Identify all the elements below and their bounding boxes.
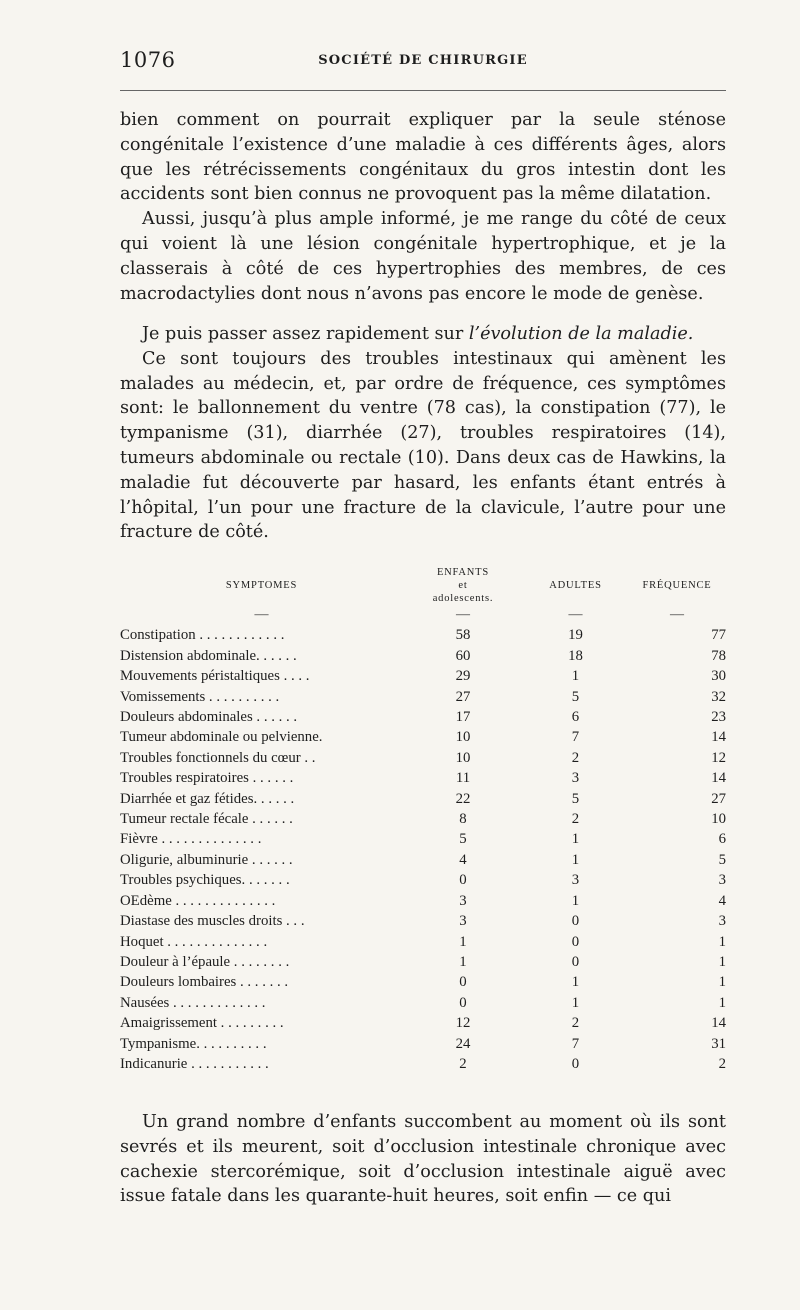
table-row <box>120 727 726 747</box>
symptom-label: Douleurs abdominales <box>120 709 253 726</box>
leader-dots: . . . . . . . . . . . . . <box>169 994 266 1011</box>
leader-dots: . . . . . . . . . . <box>205 688 280 705</box>
frequence-value: 3 <box>718 913 726 930</box>
enfants-value: 29 <box>455 668 471 685</box>
symptom-name <box>120 1034 403 1054</box>
header-adultes: ADULTES <box>549 580 602 591</box>
dash-adultes: — <box>568 607 583 622</box>
leader-dots: . . . . . . . . . . . . <box>195 627 285 644</box>
symptom-label: Diarrhée et gaz fétides <box>120 790 254 807</box>
symptom-name <box>120 789 403 809</box>
frequence-value: 3 <box>718 872 726 889</box>
symptom-label: Vomissements <box>120 688 206 705</box>
adultes-value: 2 <box>571 811 580 828</box>
table-row <box>120 1013 726 1033</box>
adultes-value: 1 <box>571 668 580 685</box>
table-row <box>120 768 726 788</box>
symptom-label: Indicanurie <box>120 1055 188 1072</box>
dash-frequence: — <box>670 607 684 622</box>
symptom-name <box>120 829 403 849</box>
adultes-value: 1 <box>571 994 580 1011</box>
symptom-label: Tumeur rectale fécale <box>120 811 249 828</box>
paragraph-5: Un grand nombre d’enfants succombent au moment où ils sont sevrés et ils meurent, soit d’occlusion intestinale chronique avec cachexie stercorémique, soit d’occlusion intestinale aiguë avec issue fatale dans les quarante-huit heures, soit enfin — ce qui <box>120 1112 726 1207</box>
leader-dots: . . . . . . . . . . . <box>187 1055 269 1072</box>
symptom-name <box>120 707 403 727</box>
symptom-label: OEdème <box>120 892 172 909</box>
enfants-value: 0 <box>459 872 467 889</box>
page-number: 1076 <box>120 48 176 72</box>
leader-dots: . . . . . . . <box>236 974 289 991</box>
table-row <box>120 829 726 849</box>
table-body <box>120 625 726 1074</box>
frequence-value: 30 <box>711 668 726 685</box>
closing-paragraph-block <box>120 1110 726 1209</box>
table-row <box>120 993 726 1013</box>
symptom-label: Oligurie, albuminurie <box>120 851 249 868</box>
leader-dots: . . . . . . <box>248 851 293 868</box>
adultes-value: 5 <box>571 688 580 705</box>
symptom-label: Nausées <box>120 994 170 1011</box>
paragraph-1: bien comment on pourrait expliquer par la seule sténose congénitale l’existence d’une maladie à ces différents âges, alors que les rétrécissements congénitaux du gros intestin dont les accidents sont bien connus ne provoquent pas la même dilatation. <box>120 110 726 205</box>
symptom-name <box>120 850 403 870</box>
frequence-value: 78 <box>711 647 726 664</box>
opening-paragraphs <box>120 108 726 306</box>
frequence-value: 12 <box>711 749 726 766</box>
adultes-value: 1 <box>571 974 580 991</box>
table-row <box>120 809 726 829</box>
symptom-name <box>120 809 403 829</box>
enfants-value: 60 <box>455 647 471 664</box>
enfants-value: 8 <box>459 811 467 828</box>
table-header-row <box>120 566 726 605</box>
table-row <box>120 625 726 645</box>
adultes-value: 6 <box>571 709 580 726</box>
frequence-value: 32 <box>711 688 726 705</box>
leader-dots: . . . . . . <box>252 709 298 726</box>
header-symptomes: SYMPTOMES <box>225 580 298 591</box>
symptom-name <box>120 993 403 1013</box>
table-row <box>120 891 726 911</box>
adultes-value: 2 <box>571 1015 580 1032</box>
symptom-name <box>120 666 403 686</box>
symptom-label: Mouvements péristaltiques <box>120 668 280 685</box>
symptom-label: Troubles psychiques <box>120 872 242 889</box>
adultes-value: 7 <box>571 1035 580 1052</box>
enfants-value: 58 <box>455 627 471 644</box>
symptom-name <box>120 1054 403 1074</box>
frequence-value: 77 <box>711 627 726 644</box>
symptom-name <box>120 870 403 890</box>
header-enfants <box>403 566 523 605</box>
page-header <box>120 48 726 76</box>
leader-dots: . . <box>300 749 316 766</box>
enfants-value: 0 <box>459 974 467 991</box>
frequence-value: 6 <box>718 831 726 848</box>
enfants-value: 12 <box>455 1015 471 1032</box>
enfants-value: 27 <box>455 688 471 705</box>
symptom-name <box>120 687 403 707</box>
enfants-value: 22 <box>455 790 471 807</box>
table-row <box>120 1054 726 1074</box>
symptom-label: Tympanisme <box>120 1035 197 1052</box>
symptoms-table <box>120 566 726 1074</box>
leader-dots: . . . . . . <box>256 647 297 664</box>
leader-dots: . . . . . . . . . . . . . . <box>171 892 276 909</box>
table-row <box>120 870 726 890</box>
frequence-value: 23 <box>711 709 726 726</box>
paragraph-3-text: Je puis passer assez rapidement sur <box>142 324 469 344</box>
header-frequence: FRÉQUENCE <box>642 580 712 591</box>
adultes-value: 0 <box>571 933 580 950</box>
table-row <box>120 952 726 972</box>
dash-symptomes: — <box>254 607 269 622</box>
evolution-paragraphs <box>120 322 726 545</box>
leader-dots: . . . . . . . . <box>230 953 290 970</box>
frequence-value: 14 <box>711 1015 726 1032</box>
frequence-value: 10 <box>711 811 726 828</box>
symptom-label: Hoquet <box>120 933 164 950</box>
adultes-value: 0 <box>571 953 580 970</box>
symptom-name <box>120 1013 403 1033</box>
symptom-label: Distension abdominale <box>120 647 257 664</box>
adultes-value: 2 <box>571 749 580 766</box>
symptom-label: Fièvre <box>120 831 158 848</box>
adultes-value: 1 <box>571 851 580 868</box>
leader-dots: . . . . . . . . . . . . . . <box>163 933 268 950</box>
symptom-label: Troubles respiratoires <box>120 770 249 787</box>
enfants-value: 11 <box>455 770 471 787</box>
symptom-label: Tumeur abdominale ou pelvienne. <box>120 729 323 746</box>
frequence-value: 31 <box>711 1035 726 1052</box>
symptom-label: Amaigrissement <box>120 1015 217 1032</box>
adultes-value: 1 <box>571 892 580 909</box>
symptom-label: Diastase des muscles droits <box>120 913 283 930</box>
table-row <box>120 707 726 727</box>
table-row <box>120 850 726 870</box>
leader-dots: . . . . <box>279 668 310 685</box>
adultes-value: 1 <box>571 831 580 848</box>
symptom-name <box>120 768 403 788</box>
table-row <box>120 1034 726 1054</box>
table-row <box>120 666 726 686</box>
leader-dots: . . . . . . . . . <box>216 1015 284 1032</box>
table-row <box>120 932 726 952</box>
table-row <box>120 911 726 931</box>
enfants-value: 24 <box>455 1035 471 1052</box>
paragraph-4: Ce sont toujours des troubles intestinaux qui amènent les malades au médecin, et, par ordre de fréquence, ces symptômes sont: le ballonnement du ventre (78 cas), la constipation (77), le tympanisme (31), diarrhée (27), troubles respiratoires (14), tumeurs abdominale ou rectale (10). Dans deux cas de Hawkins, la maladie fut découverte par hasard, les enfants étant entrés à l’hôpital, l’un pour une fracture de la clavicule, l’autre pour une fracture de côté. <box>120 348 726 543</box>
leader-dots: . . . . . . <box>248 770 294 787</box>
enfants-value: 4 <box>459 851 467 868</box>
adultes-value: 19 <box>568 627 583 644</box>
header-enfants-line1: ENFANTS <box>436 567 490 578</box>
frequence-value: 1 <box>718 994 726 1011</box>
frequence-value: 5 <box>718 851 726 868</box>
symptom-label: Constipation <box>120 627 196 644</box>
header-rule <box>120 90 726 91</box>
symptom-name <box>120 727 403 747</box>
adultes-value: 7 <box>571 729 580 746</box>
frequence-value: 1 <box>718 933 726 950</box>
frequence-value: 4 <box>718 892 726 909</box>
enfants-value: 17 <box>455 709 471 726</box>
adultes-value: 0 <box>571 913 580 930</box>
enfants-value: 10 <box>455 729 471 746</box>
leader-dots: . . . <box>282 913 305 930</box>
paragraph-3 <box>120 322 726 347</box>
enfants-value: 10 <box>455 749 471 766</box>
paragraph-2: Aussi, jusqu’à plus ample informé, je me range du côté de ceux qui voient là une lésion congénitale hypertrophique, et je la classerais à côté de ces hypertrophies des membres, de ces macrodactylies dont nous n’avons pas encore le mode de genèse. <box>120 209 726 304</box>
paragraph-3-italic: l’évolution de la maladie. <box>468 324 694 344</box>
frequence-value: 14 <box>711 729 726 746</box>
symptom-name <box>120 748 403 768</box>
enfants-value: 2 <box>459 1055 467 1072</box>
enfants-value: 1 <box>459 933 467 950</box>
leader-dots: . . . . . . . . . . . . . . <box>157 831 262 848</box>
table-row <box>120 789 726 809</box>
adultes-value: 3 <box>571 770 580 787</box>
enfants-value: 3 <box>459 892 467 909</box>
leader-dots: . . . . . . <box>253 790 295 807</box>
running-head: SOCIÉTÉ DE CHIRURGIE <box>318 53 528 68</box>
enfants-value: 3 <box>459 913 467 930</box>
adultes-value: 18 <box>568 647 583 664</box>
table-dash-row <box>120 605 726 625</box>
adultes-value: 0 <box>571 1055 580 1072</box>
leader-dots: . . . . . . . . . . <box>196 1035 267 1052</box>
symptom-name <box>120 911 403 931</box>
table-row <box>120 972 726 992</box>
symptom-name <box>120 891 403 911</box>
symptom-name <box>120 952 403 972</box>
header-enfants-line3: adolescents. <box>432 593 494 604</box>
frequence-value: 14 <box>711 770 726 787</box>
frequence-value: 2 <box>718 1055 726 1072</box>
symptom-name <box>120 972 403 992</box>
leader-dots: . . . . . . <box>248 811 293 828</box>
enfants-value: 5 <box>459 831 467 848</box>
symptom-label: Douleur à l’épaule <box>120 953 231 970</box>
symptom-name <box>120 625 403 645</box>
table-row <box>120 646 726 666</box>
symptom-name <box>120 932 403 952</box>
symptom-label: Douleurs lombaires <box>120 974 237 991</box>
symptom-name <box>120 646 403 666</box>
adultes-value: 3 <box>571 872 580 889</box>
header-enfants-line2: et <box>458 580 468 591</box>
symptom-label: Troubles fonctionnels du cœur <box>120 749 301 766</box>
frequence-value: 1 <box>718 974 726 991</box>
table-row <box>120 687 726 707</box>
frequence-value: 27 <box>711 790 726 807</box>
dash-enfants: — <box>456 607 470 622</box>
enfants-value: 1 <box>459 953 467 970</box>
table-row <box>120 748 726 768</box>
adultes-value: 5 <box>571 790 580 807</box>
frequence-value: 1 <box>718 953 726 970</box>
leader-dots: . . . . . . . <box>241 872 290 889</box>
enfants-value: 0 <box>459 994 467 1011</box>
